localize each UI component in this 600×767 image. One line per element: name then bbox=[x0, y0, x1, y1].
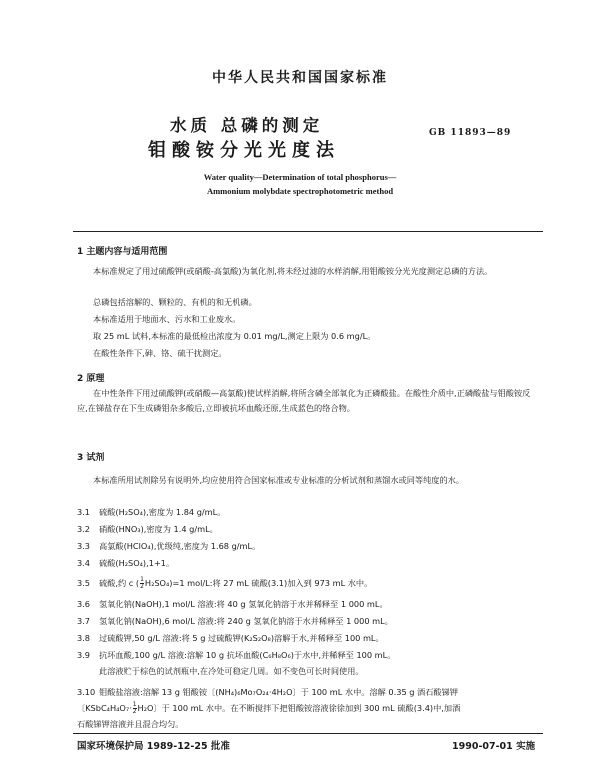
item-text: 抗坏血酸,100 g/L 溶液:溶解 10 g 抗坏血酸(C₆H₈O₆)于水中,并稀释至 100 mL。 bbox=[99, 650, 396, 660]
item-text-after: H₂SO₄)=1 mol/L:将 27 mL 硫酸(3.1)加入到 973 mL 水中。 bbox=[144, 578, 373, 588]
item-text-before: 〔KSbC₄H₄O₇· bbox=[77, 703, 132, 713]
item-text: 高氯酸(HClO₄),优级纯,密度为 1.68 g/mL。 bbox=[99, 541, 261, 551]
section-2-heading: 2 原理 bbox=[77, 374, 105, 384]
item-number: 3.3 bbox=[77, 541, 91, 551]
item-number: 3.4 bbox=[77, 558, 91, 568]
section-3-heading: 3 试剂 bbox=[77, 453, 105, 463]
item-text-after: H₂O〕于 100 mL 水中。在不断搅拌下把钼酸铵溶液徐徐加到 300 mL 硫酸(3.4)中,加酒 bbox=[137, 703, 461, 713]
list-item bbox=[77, 574, 372, 592]
approval-date: 国家环境保护局 1989-12-25 批准 bbox=[77, 741, 230, 752]
item-number: 3.5 bbox=[77, 578, 91, 588]
english-title-line-2: Ammonium molybdate spectrophotometric method bbox=[206, 186, 394, 196]
footer-divider bbox=[73, 733, 543, 734]
item-text: 硫酸(H₂SO₄),1+1。 bbox=[99, 558, 175, 568]
item-text: 氢氧化钠(NaOH),1 mol/L 溶液:将 40 g 氢氧化钠溶于水并稀释至 1 000 mL。 bbox=[99, 599, 388, 609]
list-item bbox=[77, 615, 393, 628]
section-1-paragraph: 本标准规定了用过硫酸钾(或硝酸-高氯酸)为氧化剂,将未经过滤的水样消解,用钼酸铵分光光度测定总磷的方法。 bbox=[93, 266, 493, 276]
fraction-numerator: 1 bbox=[140, 576, 144, 583]
english-title-line-1: Water quality—Determination of total phosphorus— bbox=[203, 172, 397, 182]
list-item bbox=[77, 598, 388, 611]
item-number: 3.2 bbox=[77, 524, 91, 534]
section-1-heading: 1 主题内容与适用范围 bbox=[77, 247, 168, 257]
list-item bbox=[77, 523, 218, 536]
list-item bbox=[77, 540, 260, 553]
item-3-9-note: 此溶液贮于棕色的试剂瓶中,在冷处可稳定几周。如不变色可长时间使用。 bbox=[99, 666, 364, 676]
fraction bbox=[140, 577, 144, 590]
list-item bbox=[77, 632, 384, 645]
item-text: 硝酸(HNO₃),密度为 1.4 g/mL。 bbox=[99, 524, 218, 534]
item-3-10-line-2 bbox=[77, 699, 460, 717]
list-item bbox=[77, 649, 395, 662]
item-text-line-1: 钼酸盐溶液:溶解 13 g 钼酸铵〔(NH₄)₆Mo₇O₂₄·4H₂O〕于 100 mL 水中。溶解 0.35 g 酒石酸锑钾 bbox=[99, 687, 458, 697]
item-text-before: 硫酸,约 c ( bbox=[99, 578, 140, 588]
item-number: 3.10 bbox=[77, 687, 96, 697]
item-number: 3.6 bbox=[77, 599, 91, 609]
item-text: 氢氧化钠(NaOH),6 mol/L 溶液:将 240 g 氢氧化钠溶于水并稀释至 1 000 mL。 bbox=[99, 616, 393, 626]
fraction-denominator: 2 bbox=[132, 708, 137, 715]
fraction bbox=[133, 702, 137, 715]
header-divider bbox=[73, 231, 543, 232]
section-1-line-4: 取 25 mL 试料,本标准的最低检出浓度为 0.01 mg/L,测定上限为 0.6 mg/L。 bbox=[93, 331, 376, 341]
fraction-denominator: 2 bbox=[140, 583, 144, 590]
section-1-line-2: 总磷包括溶解的、颗粒的、有机的和无机磷。 bbox=[93, 297, 257, 307]
title-line-2: 钼酸铵分光光度法 bbox=[148, 140, 340, 161]
issuing-authority: 中华人民共和国国家标准 bbox=[212, 70, 388, 86]
item-3-10-line-3: 石酸锑钾溶液并且混合均匀。 bbox=[77, 719, 184, 729]
implementation-date: 1990-07-01 实施 bbox=[452, 741, 536, 752]
item-text: 硫酸(H₂SO₄),密度为 1.84 g/mL。 bbox=[99, 507, 226, 517]
list-item bbox=[77, 686, 458, 699]
section-2-paragraph: 在中性条件下用过硫酸钾(或硝酸—高氯酸)使试样消解,将所含磷全部氧化为正磷酸盐。在酸性介质中,正磷酸盐与钼酸铵反应,在锑盐存在下生成磷钼杂多酸后,立即被抗坏血酸还原,生成蓝色的络合物。 bbox=[77, 388, 531, 413]
fraction-numerator: 1 bbox=[132, 701, 137, 708]
item-number: 3.8 bbox=[77, 633, 91, 643]
section-3-intro: 本标准所用试剂除另有说明外,均应使用符合国家标准或专业标准的分析试剂和蒸馏水或同等纯度的水。 bbox=[93, 475, 465, 485]
section-1-line-3: 本标准适用于地面水、污水和工业废水。 bbox=[93, 314, 241, 324]
item-text: 过硫酸钾,50 g/L 溶液:将 5 g 过硫酸钾(K₂S₂O₈)溶解于水,并稀释至 100 mL。 bbox=[99, 633, 384, 643]
item-number: 3.7 bbox=[77, 616, 91, 626]
list-item bbox=[77, 557, 174, 570]
item-number: 3.9 bbox=[77, 650, 91, 660]
list-item bbox=[77, 506, 225, 519]
item-number: 3.1 bbox=[77, 507, 91, 517]
title-line-1: 水质 总磷的测定 bbox=[170, 116, 324, 135]
standard-number: GB 11893—89 bbox=[429, 128, 512, 138]
section-1-line-5: 在酸性条件下,砷、铬、硫干扰测定。 bbox=[93, 348, 227, 358]
